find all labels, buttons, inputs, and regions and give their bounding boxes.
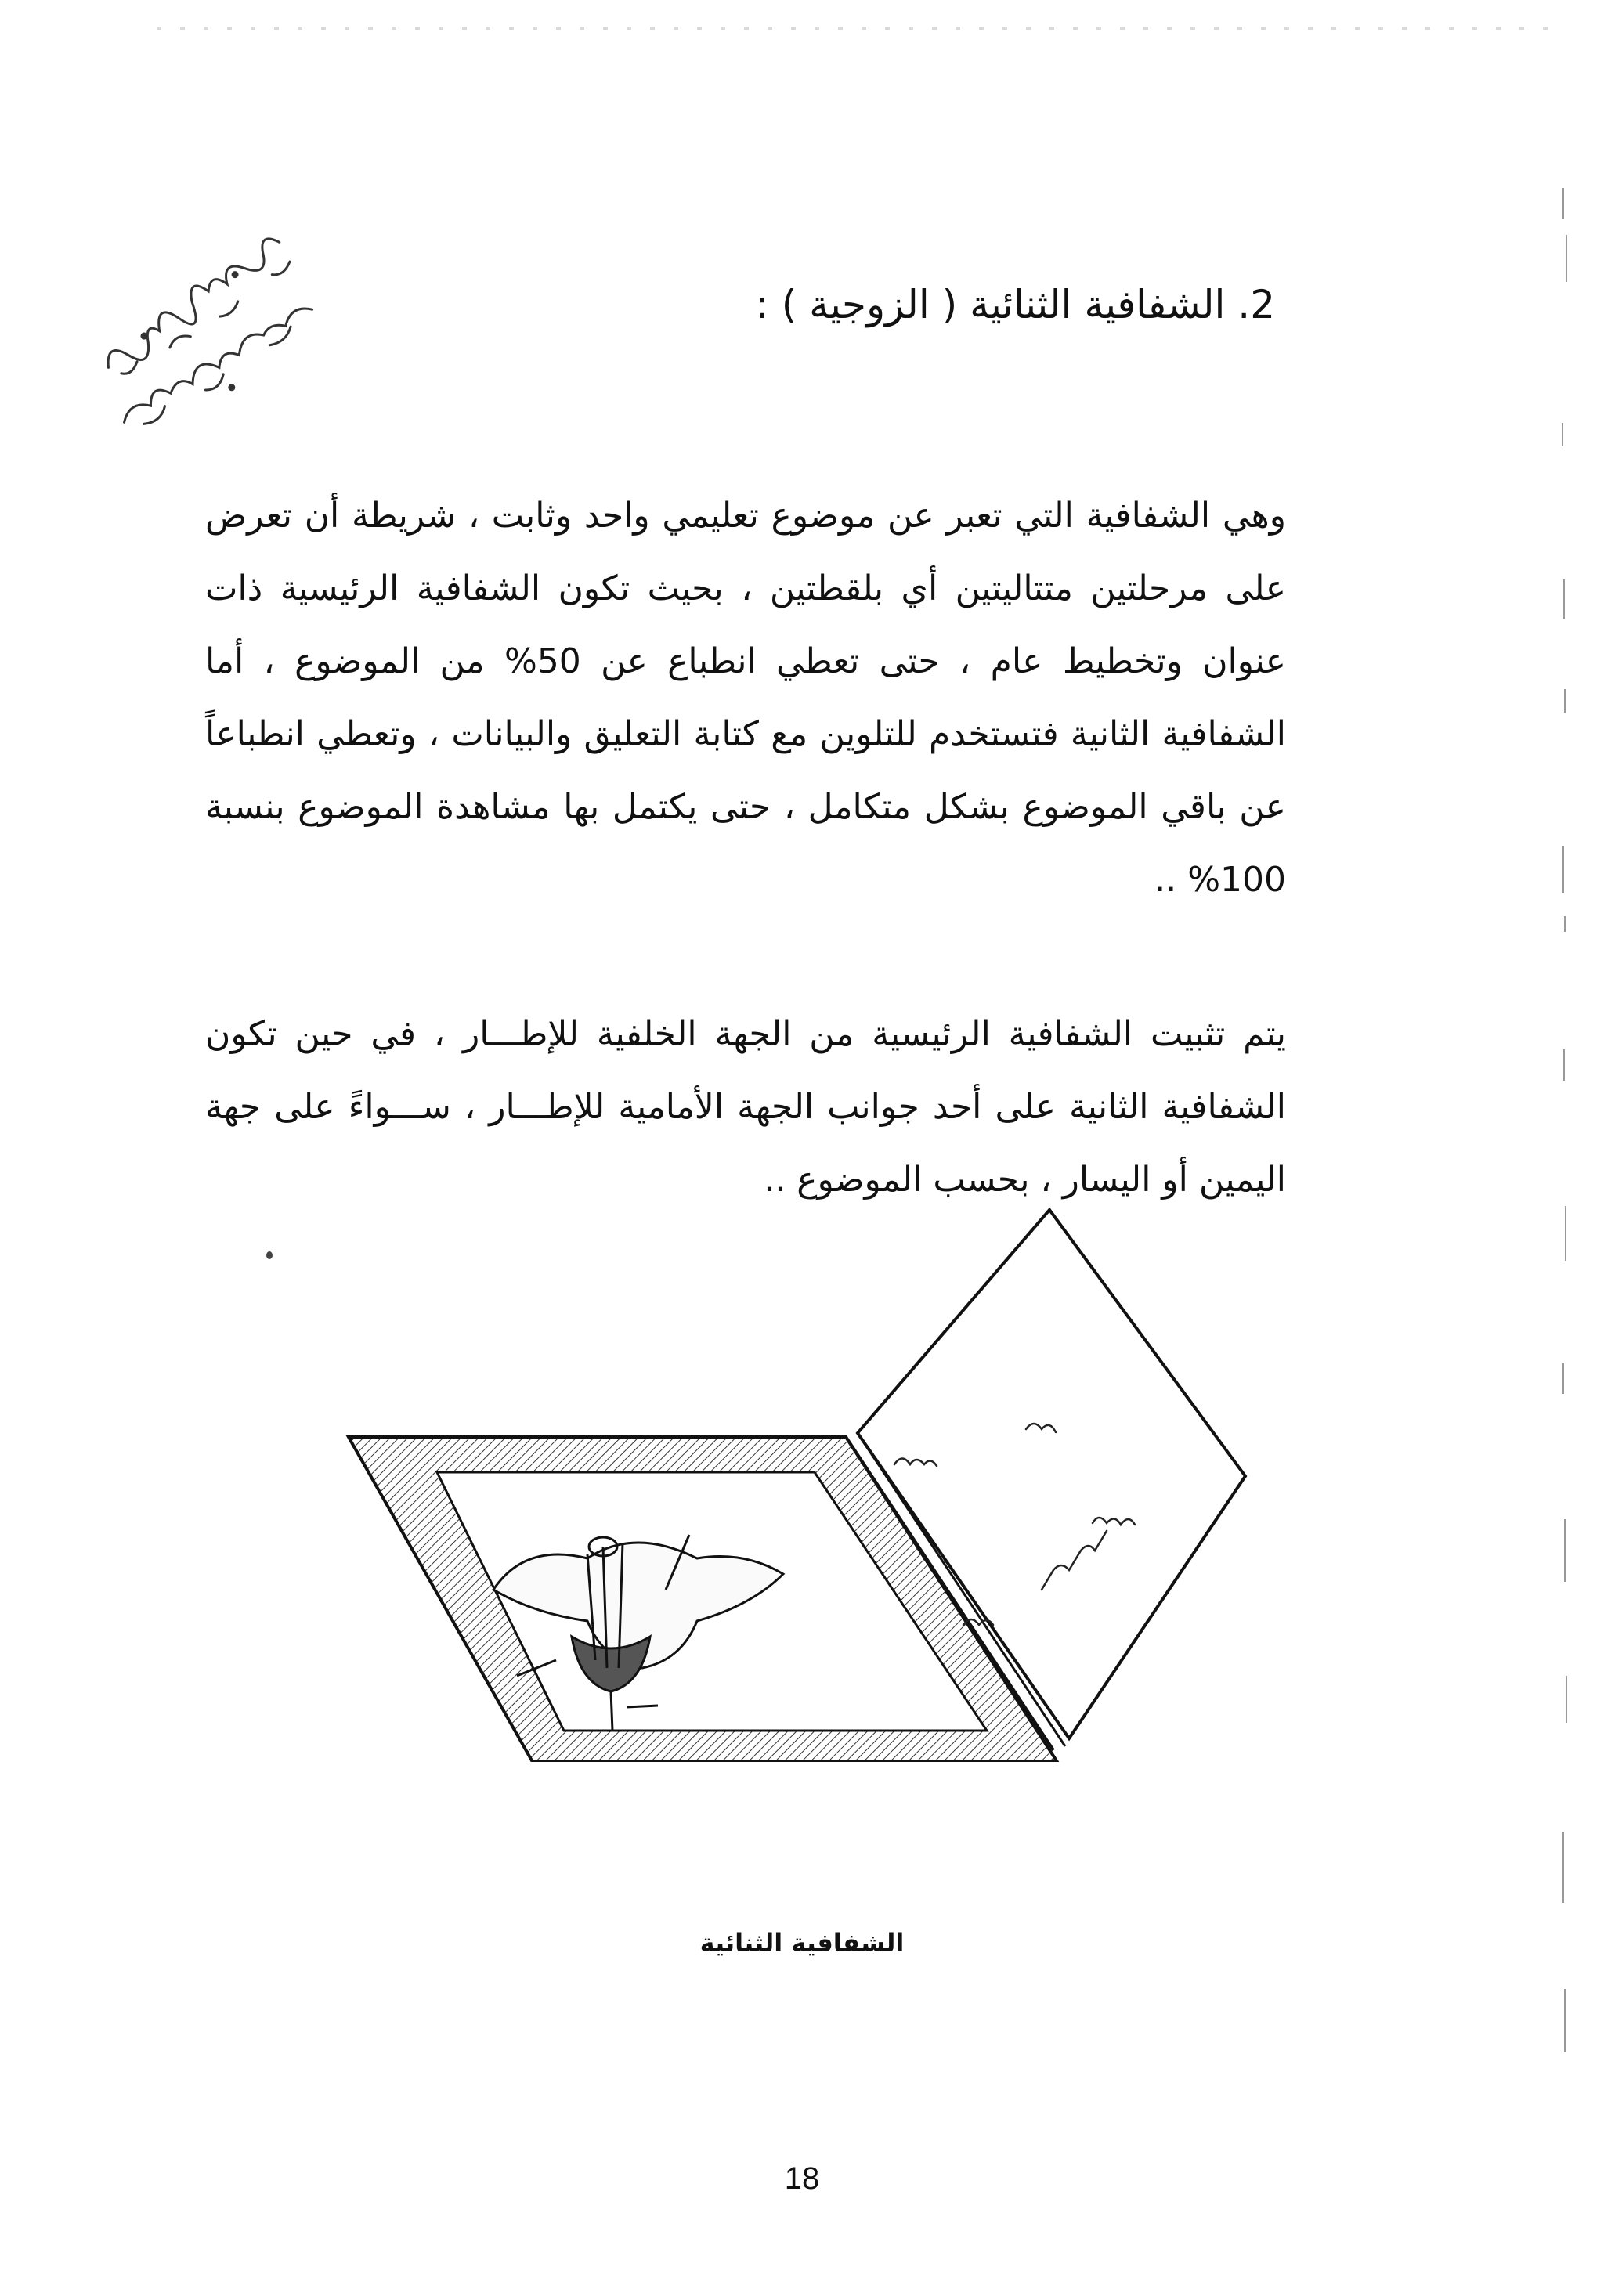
page-number: 18 [784, 2161, 820, 2196]
section-heading: 2. الشفافية الثنائية ( الزوجية ) : [756, 282, 1275, 327]
paragraph-2: يتم تثبيت الشفافية الرئيسية من الجهة الخلفية للإطـــار ، في حين تكون الشفافية الثانية على أحد جوانب الجهة الأمامية للإطـــار ، ســـواءً على جهة اليمين أو اليسار ، بحسب الموضوع .. [205, 1014, 1286, 1200]
scan-artifact-right [1560, 188, 1571, 2114]
scan-speck [266, 1251, 273, 1259]
transparency-frame-illustration [337, 1198, 1269, 1762]
scan-artifact-top [157, 27, 1551, 30]
paragraph-1: وهي الشفافية التي تعبر عن موضوع تعليمي واحد وثابت ، شريطة أن تعرض على مرحلتين متتاليتين أي بلقطتين ، بحيث تكون الشفافية الرئيسية ذات عنوان وتخطيط عام ، حتى تعطي انطباع عن 50% من الموضوع ، أما الشفافية الثانية فتستخدم للتلوين مع كتابة التعليق والبيانات ، وتعطي انطباعاً عن باقي الموضوع بشكل متكامل ، حتى يكتمل بها مشاهدة الموضوع بنسبة 100% .. [205, 496, 1286, 900]
figure-caption: الشفافية الثنائية [699, 1928, 905, 1958]
handwritten-stamp [55, 196, 399, 446]
